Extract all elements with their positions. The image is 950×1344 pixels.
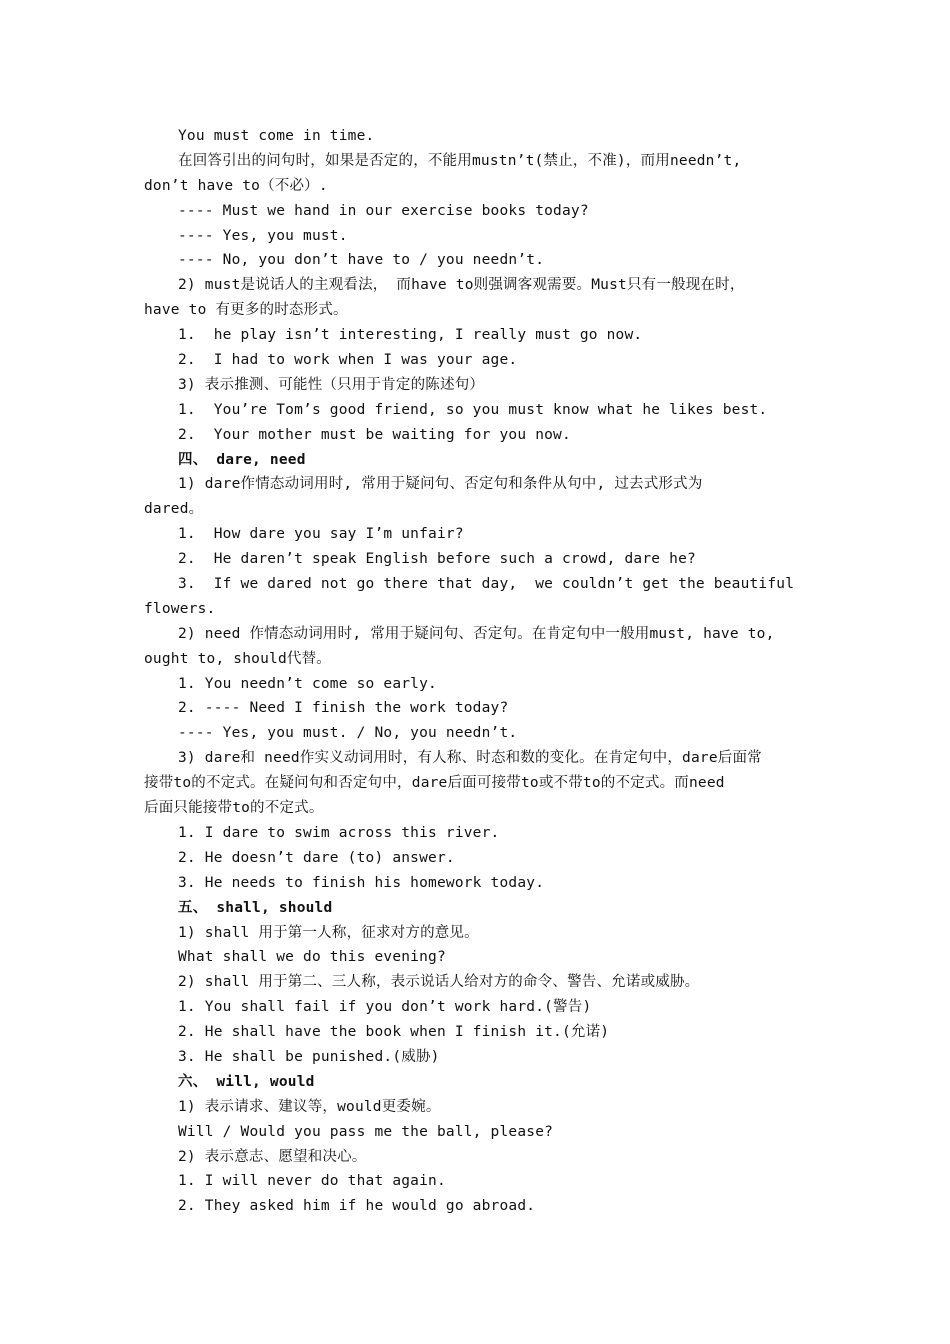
text-line: 接带to的不定式。在疑问句和否定句中，dare后面可接带to或不带to的不定式。而need	[144, 775, 725, 792]
text-line: Will / Would you pass me the ball, please?	[178, 1123, 554, 1140]
text-line: 1. How dare you say I’m unfair?	[178, 526, 464, 543]
text-line: 3. He shall be punished.(威胁)	[178, 1048, 440, 1065]
text-line: 1. You shall fail if you don’t work hard.(警告)	[178, 999, 592, 1016]
text-line: ---- Must we hand in our exercise books today?	[178, 202, 589, 219]
text-line: You must come in time.	[178, 128, 375, 144]
text-line: have to 有更多的时态形式。	[144, 302, 348, 319]
text-line: 1) 表示请求、建议等，would更委婉。	[178, 1098, 441, 1115]
text-line: What shall we do this evening?	[178, 949, 446, 966]
text-line: 1. he play isn’t interesting, I really must go now.	[178, 327, 643, 344]
text-line: ---- No, you don’t have to / you needn’t.	[178, 252, 545, 269]
text-line: ---- Yes, you must.	[178, 227, 348, 244]
section-heading: 四、 dare, need	[178, 451, 306, 468]
text-line: 2. He doesn’t dare (to) answer.	[178, 849, 455, 866]
text-line: 3) dare和 need作实义动词用时，有人称、时态和数的变化。在肯定句中，dare后面常	[178, 750, 762, 767]
section-heading: 五、 shall, should	[178, 899, 333, 916]
text-line: 2) shall 用于第二、三人称，表示说话人给对方的命令、警告、允诺或威胁。	[178, 974, 700, 991]
text-line: 2. He daren’t speak English before such a crowd, dare he?	[178, 551, 696, 568]
text-line: 3) 表示推测、可能性（只用于肯定的陈述句）	[178, 376, 485, 393]
text-line: 1. You needn’t come so early.	[178, 675, 437, 692]
text-line: 2. I had to work when I was your age.	[178, 352, 518, 369]
text-line: ought to, should代替。	[144, 650, 331, 667]
text-line: 1. I will never do that again.	[178, 1173, 446, 1190]
text-line: ---- Yes, you must. / No, you needn’t.	[178, 725, 518, 742]
text-line: 2. Your mother must be waiting for you now.	[178, 426, 571, 443]
text-line: 2. He shall have the book when I finish it.(允诺)	[178, 1024, 610, 1041]
text-line: dared。	[144, 501, 204, 518]
text-line: 2) 表示意志、愿望和决心。	[178, 1148, 367, 1165]
text-line: 2. They asked him if he would go abroad.	[178, 1198, 536, 1215]
section-heading: 六、 will, would	[178, 1073, 315, 1090]
text-line: don’t have to（不必）.	[144, 177, 328, 194]
text-line: 2) must是说话人的主观看法， 而have to则强调客观需要。Must只有一般现在时，	[178, 277, 745, 294]
text-line: 1. You’re Tom’s good friend, so you must know what he likes best.	[178, 401, 768, 418]
text-line: 1) dare作情态动词用时, 常用于疑问句、否定句和条件从句中, 过去式形式为	[178, 476, 703, 493]
text-line: 后面只能接带to的不定式。	[144, 800, 324, 817]
text-line: 1) shall 用于第一人称，征求对方的意见。	[178, 924, 479, 941]
document-body	[144, 124, 810, 1219]
text-line: 在回答引出的问句时，如果是否定的，不能用mustn’t(禁止，不准)，而用needn’t,	[178, 152, 742, 169]
text-line: 2) need 作情态动词用时, 常用于疑问句、否定句。在肯定句中一般用must, have to,	[178, 625, 775, 642]
text-line: flowers.	[144, 600, 216, 617]
text-line: 1. I dare to swim across this river.	[178, 824, 500, 841]
text-line: 2. ---- Need I finish the work today?	[178, 700, 509, 717]
text-line: 3. He needs to finish his homework today.	[178, 874, 545, 891]
text-line: 3. If we dared not go there that day, we couldn’t get the beautiful	[178, 576, 795, 593]
